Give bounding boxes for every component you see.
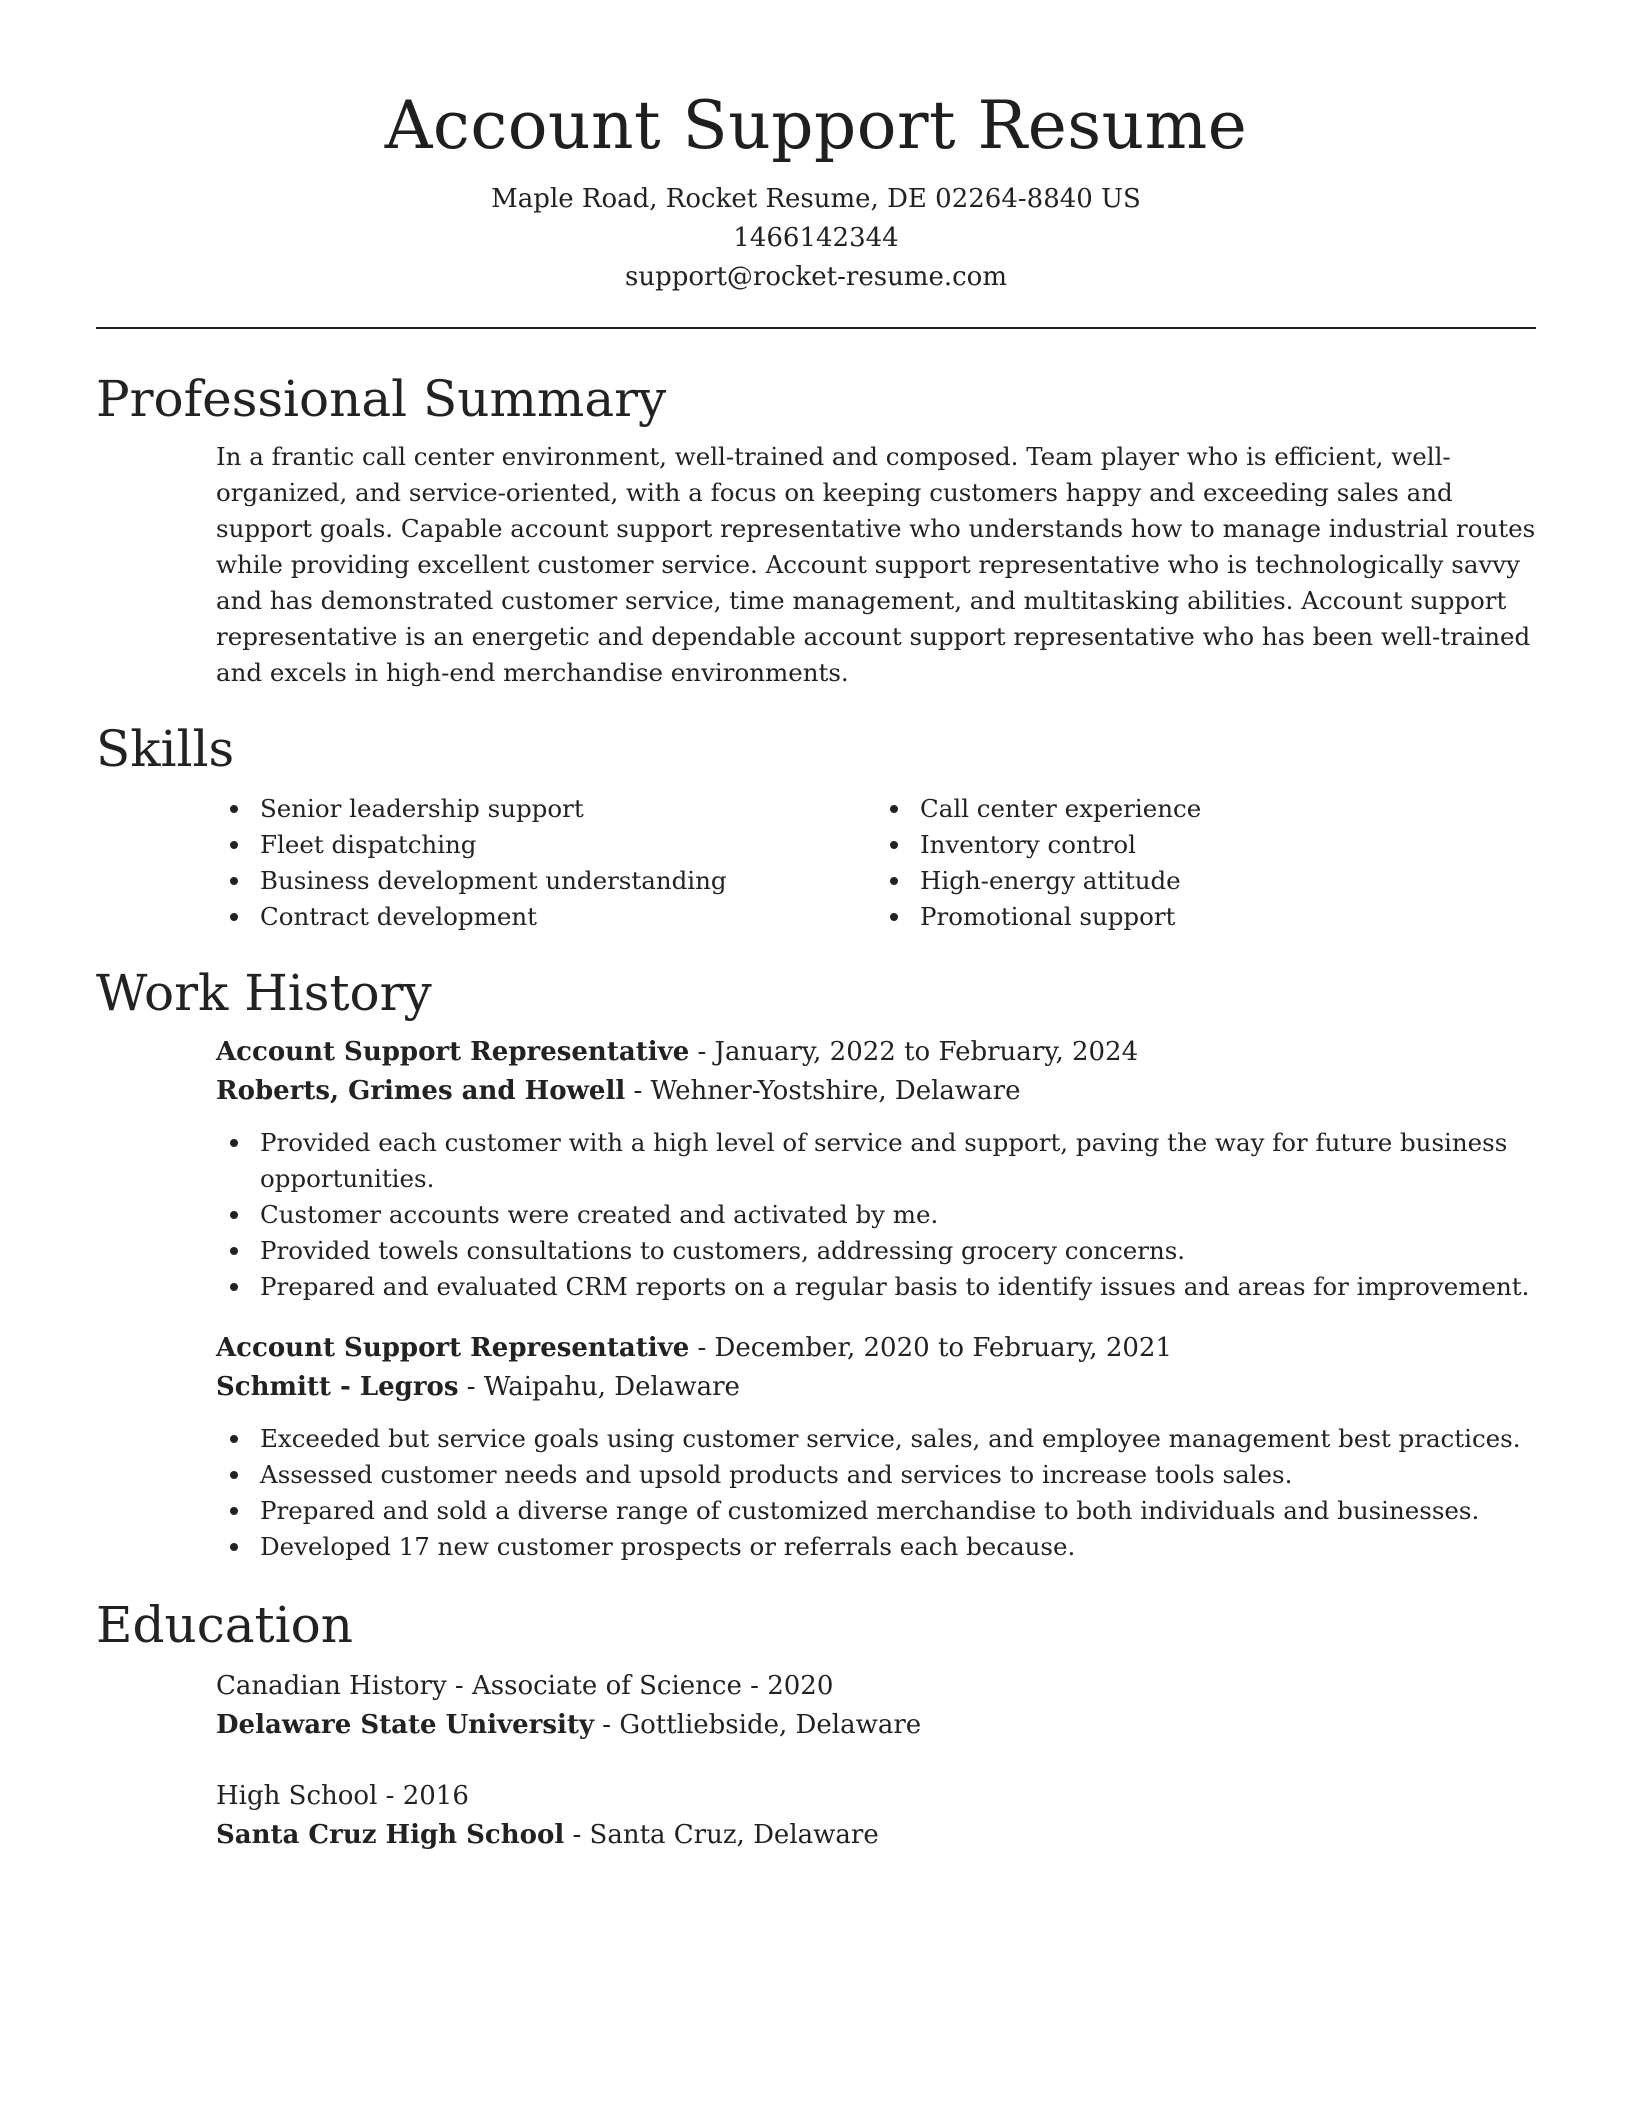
job-location: - Waipahu, Delaware [458, 1372, 740, 1402]
education-section [96, 1593, 1536, 1855]
summary-section [96, 367, 1536, 691]
job-company-line [216, 1368, 1536, 1407]
job-location: - Wehner-Yostshire, Delaware [625, 1076, 1021, 1106]
job-bullet: Prepared and sold a diverse range of customized merchandise to both individuals and businesses. [260, 1493, 1536, 1529]
education-location: - Gottliebside, Delaware [594, 1710, 922, 1740]
job-title-line [216, 1329, 1536, 1368]
education-school-line [216, 1706, 1536, 1745]
job-role: Account Support Representative [216, 1333, 690, 1363]
education-heading: Education [96, 1596, 353, 1654]
education-school: Delaware State University [216, 1710, 595, 1740]
work-history-heading: Work History [96, 964, 432, 1022]
skill-item: Promotional support [920, 899, 1536, 935]
summary-heading: Professional Summary [96, 370, 667, 428]
contact-info [96, 180, 1536, 297]
job-dates: - December, 2020 to February, 2021 [689, 1333, 1172, 1363]
job-bullets [216, 1125, 1536, 1305]
skill-item: High-energy attitude [920, 863, 1536, 899]
education-school: Santa Cruz High School [216, 1820, 565, 1850]
job-bullet: Exceeded but service goals using customer service, sales, and employee management best practices. [260, 1421, 1536, 1457]
education-entry [216, 1777, 1536, 1855]
skill-item: Contract development [260, 899, 876, 935]
job-dates: - January, 2022 to February, 2024 [689, 1037, 1139, 1067]
job-entry [216, 1329, 1536, 1565]
resume-header [96, 0, 1536, 297]
job-entry [216, 1033, 1536, 1305]
job-role: Account Support Representative [216, 1037, 690, 1067]
skill-item: Senior leadership support [260, 791, 876, 827]
education-degree: High School - 2016 [216, 1781, 469, 1811]
skills-column-right [876, 791, 1536, 935]
skills-grid [216, 791, 1536, 935]
education-entry [216, 1667, 1536, 1745]
education-school-line [216, 1816, 1536, 1855]
job-company: Roberts, Grimes and Howell [216, 1076, 626, 1106]
job-bullets [216, 1421, 1536, 1565]
job-bullet: Customer accounts were created and activated by me. [260, 1197, 1536, 1233]
job-bullet: Assessed customer needs and upsold products and services to increase tools sales. [260, 1457, 1536, 1493]
job-bullet: Prepared and evaluated CRM reports on a regular basis to identify issues and areas for improvement. [260, 1269, 1536, 1305]
skills-heading: Skills [96, 720, 235, 778]
education-location: - Santa Cruz, Delaware [564, 1820, 879, 1850]
skill-item: Business development understanding [260, 863, 876, 899]
skill-item: Call center experience [920, 791, 1536, 827]
skill-item: Inventory control [920, 827, 1536, 863]
job-bullet: Provided each customer with a high level of service and support, paving the way for future business opportunities. [260, 1125, 1536, 1197]
work-history-section [96, 961, 1536, 1565]
job-company: Schmitt - Legros [216, 1372, 459, 1402]
contact-email: support@rocket-resume.com [624, 262, 1007, 292]
contact-phone: 1466142344 [733, 223, 899, 253]
summary-text: In a frantic call center environment, well-trained and composed. Team player who is efficient, well-organized, and service-oriented, with a focus on keeping customers happy and exceeding sales and support goals. Capable account support representative who understands how to manage industrial routes while providing excellent customer service. Account support representative who is technologically savvy and has demonstrated customer service, time management, and multitasking abilities. Account support representative is an energetic and dependable account support representative who has been well-trained and excels in high-end merchandise environments. [216, 442, 1536, 687]
contact-address: Maple Road, Rocket Resume, DE 02264-8840 US [491, 184, 1141, 214]
job-company-line [216, 1072, 1536, 1111]
skills-section [96, 717, 1536, 935]
education-degree: Canadian History - Associate of Science - 2020 [216, 1671, 834, 1701]
skill-item: Fleet dispatching [260, 827, 876, 863]
job-title-line [216, 1033, 1536, 1072]
header-divider [96, 327, 1536, 329]
job-bullet: Developed 17 new customer prospects or referrals each because. [260, 1529, 1536, 1565]
skills-column-left [216, 791, 876, 935]
resume-title: Account Support Resume [384, 87, 1248, 164]
job-bullet: Provided towels consultations to customers, addressing grocery concerns. [260, 1233, 1536, 1269]
